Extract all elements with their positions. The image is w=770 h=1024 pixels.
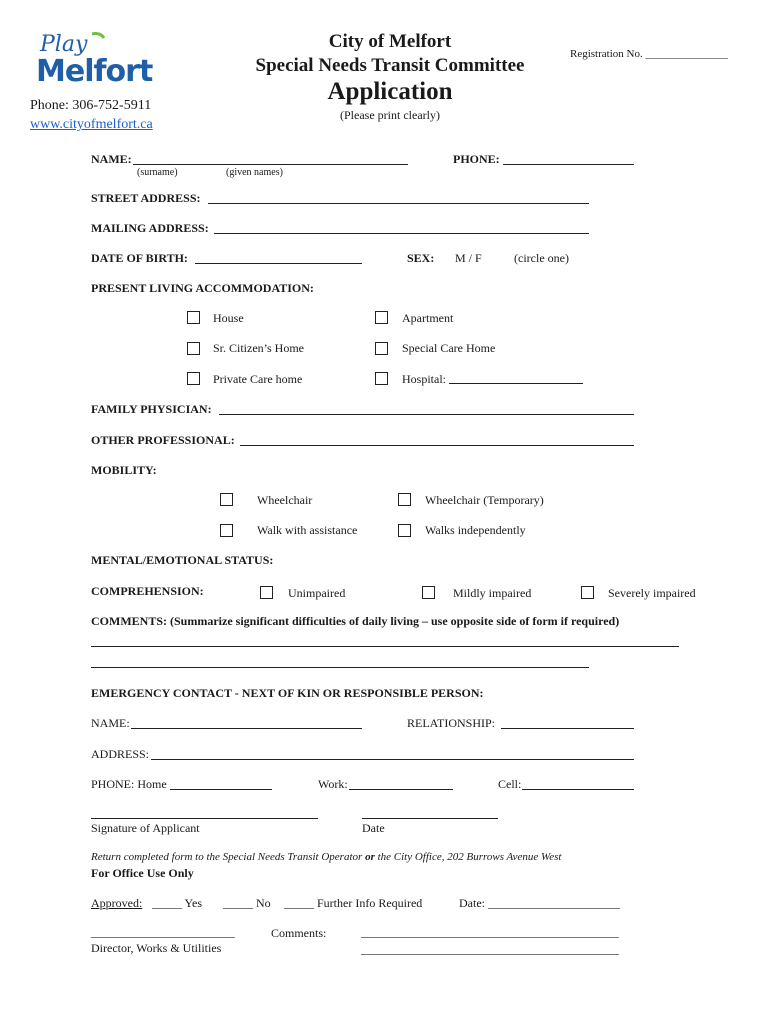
emergency-address-field[interactable] (151, 759, 634, 760)
director-label: Director, Works & Utilities (91, 941, 222, 955)
emergency-address-label: ADDRESS: (91, 747, 150, 761)
cell-phone-label: Cell: (498, 777, 522, 791)
return-text-or: or (365, 851, 375, 863)
logo-melfort-text: Melfort (36, 54, 153, 89)
work-phone-field[interactable] (349, 789, 453, 790)
other-professional-field[interactable] (240, 445, 634, 446)
wheelchair-label: Wheelchair (257, 493, 313, 507)
phone-field[interactable] (503, 164, 634, 165)
emergency-name-field[interactable] (131, 728, 362, 729)
private-care-home-checkbox[interactable] (187, 372, 200, 385)
phone-label: PHONE: (453, 152, 500, 166)
signature-field[interactable] (91, 818, 318, 819)
office-date[interactable]: Date: ______________________ (459, 896, 620, 910)
street-address-label: STREET ADDRESS: (91, 191, 201, 205)
mailing-address-label: MAILING ADDRESS: (91, 221, 209, 235)
hospital-checkbox[interactable] (375, 372, 388, 385)
special-care-home-label: Special Care Home (402, 341, 496, 355)
emergency-contact-label: EMERGENCY CONTACT - NEXT OF KIN OR RESPONSIBLE PERSON: (91, 686, 484, 700)
director-signature-line[interactable]: ________________________ (91, 925, 235, 939)
severely-impaired-label: Severely impaired (608, 586, 696, 600)
sr-citizen-home-checkbox[interactable] (187, 342, 200, 355)
dob-label: DATE OF BIRTH: (91, 251, 188, 265)
return-instructions (91, 851, 561, 863)
sex-label: SEX: (407, 251, 435, 265)
house-label: House (213, 311, 244, 325)
approved-label: Approved: (91, 896, 143, 910)
private-care-home-label: Private Care home (213, 372, 303, 386)
title-city: City of Melfort (328, 31, 452, 52)
signature-date-label: Date (362, 821, 385, 835)
street-address-field[interactable] (208, 203, 589, 204)
surname-hint: (surname) (137, 167, 178, 178)
city-website-link[interactable]: www.cityofmelfort.ca (30, 117, 153, 132)
return-text-part1: Return completed form to the Special Needs Transit Operator (91, 851, 366, 863)
wheelchair-temporary-label: Wheelchair (Temporary) (425, 493, 544, 507)
family-physician-field[interactable] (219, 414, 634, 415)
cell-phone-field[interactable] (522, 789, 634, 790)
dob-field[interactable] (195, 263, 362, 264)
sr-citizen-home-label: Sr. Citizen’s Home (213, 341, 304, 355)
house-checkbox[interactable] (187, 311, 200, 324)
logo-play-text: Play (40, 32, 88, 57)
severely-impaired-checkbox[interactable] (581, 586, 594, 599)
mobility-label: MOBILITY: (91, 463, 157, 477)
mildly-impaired-label: Mildly impaired (453, 586, 532, 600)
hospital-field[interactable] (449, 383, 583, 384)
registration-no: Registration No. _______________ (570, 48, 728, 60)
signature-date-field[interactable] (362, 818, 498, 819)
further-info-required[interactable]: _____ Further Info Required (284, 896, 423, 910)
city-phone: Phone: 306-752-5911 (30, 98, 152, 113)
play-melfort-logo (34, 30, 153, 100)
unimpaired-label: Unimpaired (288, 586, 346, 600)
mental-status-label: MENTAL/EMOTIONAL STATUS: (91, 553, 274, 567)
apartment-label: Apartment (402, 311, 454, 325)
name-field[interactable] (133, 164, 408, 165)
phone-home-field[interactable] (170, 789, 272, 790)
mailing-address-field[interactable] (214, 233, 589, 234)
comments-label: COMMENTS: (Summarize significant difficulties of daily living – use opposite side of form if required) (91, 614, 620, 628)
title-application: Application (327, 78, 453, 105)
relationship-field[interactable] (501, 728, 634, 729)
walks-independently-checkbox[interactable] (398, 524, 411, 537)
family-physician-label: FAMILY PHYSICIAN: (91, 402, 212, 416)
relationship-label: RELATIONSHIP: (407, 716, 496, 730)
print-clearly-note: (Please print clearly) (340, 108, 440, 122)
approved-yes[interactable]: _____ Yes (152, 896, 203, 910)
sex-options[interactable]: M / F (455, 251, 482, 265)
emergency-name-label: NAME: (91, 716, 130, 730)
title-committee: Special Needs Transit Committee (255, 55, 525, 76)
work-phone-label: Work: (318, 777, 348, 791)
walks-independently-label: Walks independently (425, 523, 526, 537)
signature-label: Signature of Applicant (91, 821, 200, 835)
return-text-part2: the City Office, 202 Burrows Avenue West (374, 851, 562, 863)
approved-no[interactable]: _____ No (223, 896, 271, 910)
wheelchair-temporary-checkbox[interactable] (398, 493, 411, 506)
given-names-hint: (given names) (226, 167, 283, 178)
walk-with-assistance-label: Walk with assistance (257, 523, 358, 537)
mildly-impaired-checkbox[interactable] (422, 586, 435, 599)
special-care-home-checkbox[interactable] (375, 342, 388, 355)
walk-with-assistance-checkbox[interactable] (220, 524, 233, 537)
hospital-label: Hospital: (402, 372, 446, 386)
comments-field-line-1[interactable] (91, 646, 679, 647)
wheelchair-checkbox[interactable] (220, 493, 233, 506)
phone-home-label: PHONE: Home (91, 777, 167, 791)
living-accommodation-label: PRESENT LIVING ACCOMMODATION: (91, 281, 314, 295)
office-comments-line-1[interactable]: ___________________________________________ (361, 925, 619, 939)
apartment-checkbox[interactable] (375, 311, 388, 324)
office-comments-label: Comments: (271, 926, 327, 940)
comments-field-line-2[interactable] (91, 667, 589, 668)
office-comments-line-2[interactable]: ___________________________________________ (361, 942, 619, 956)
comprehension-label: COMPREHENSION: (91, 584, 204, 598)
office-use-heading: For Office Use Only (91, 866, 194, 880)
other-professional-label: OTHER PROFESSIONAL: (91, 433, 235, 447)
unimpaired-checkbox[interactable] (260, 586, 273, 599)
name-label: NAME: (91, 152, 132, 166)
circle-one-hint: (circle one) (514, 251, 569, 265)
